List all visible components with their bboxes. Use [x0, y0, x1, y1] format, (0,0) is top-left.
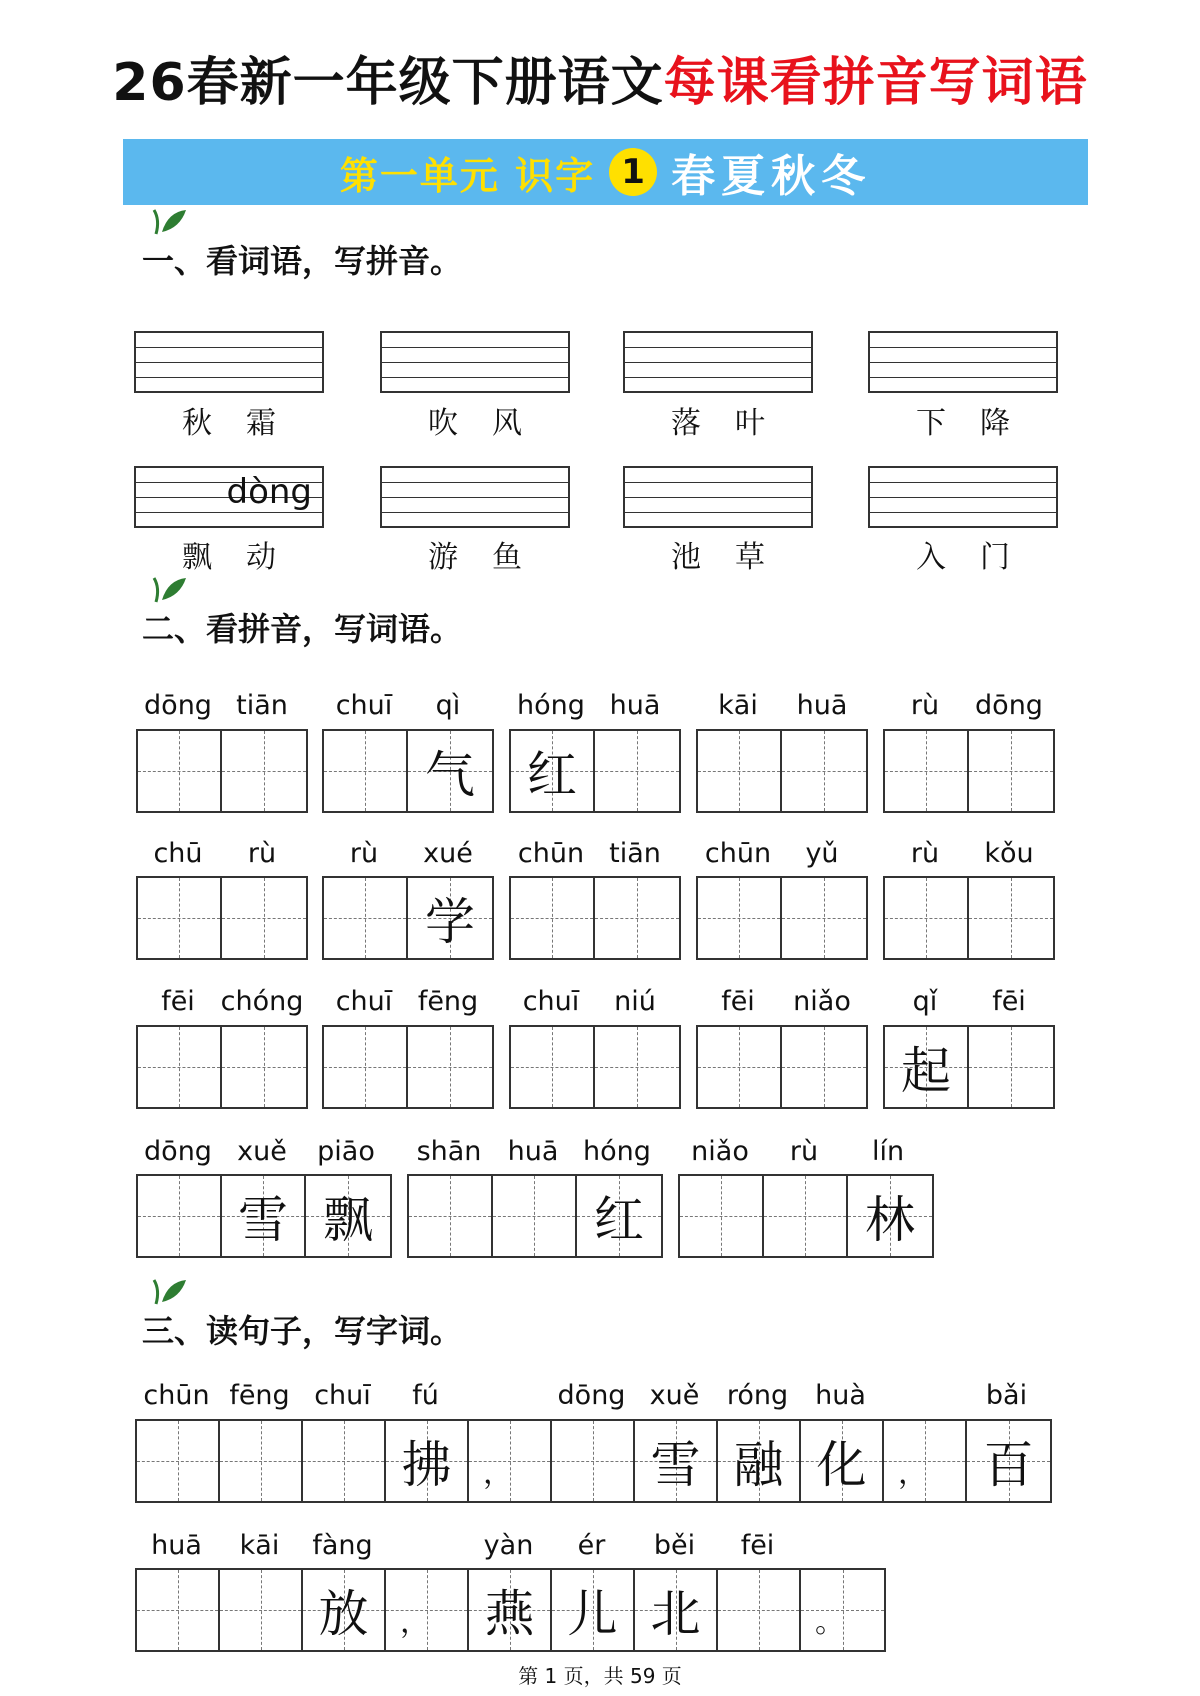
writing-cell[interactable]	[138, 731, 222, 811]
writing-guide-line	[382, 497, 568, 498]
leaf-icon	[150, 574, 190, 604]
writing-guide-line	[625, 347, 811, 348]
writing-cell[interactable]	[801, 1421, 884, 1501]
writing-cell[interactable]	[885, 1027, 969, 1107]
vocabulary-word: 游鱼	[428, 540, 556, 575]
character-grid	[509, 876, 681, 960]
pinyin-label: niǎo	[793, 986, 851, 1017]
writing-cell[interactable]	[324, 731, 408, 811]
pinyin-label: chuī	[314, 1380, 371, 1411]
writing-cell[interactable]	[969, 878, 1053, 958]
given-character: 融	[733, 1436, 784, 1494]
character-grid	[136, 1025, 308, 1109]
lesson-title: 春夏秋冬	[671, 151, 872, 202]
writing-guide-line	[382, 377, 568, 378]
section-two-heading: 二、看拼音，写词语。	[142, 604, 462, 650]
page-title	[0, 40, 1200, 115]
pinyin-label: fēng	[229, 1380, 290, 1411]
writing-cell[interactable]	[220, 1421, 303, 1501]
writing-cell[interactable]	[511, 878, 595, 958]
pinyin-label: rù	[910, 838, 940, 869]
pinyin-label: ér	[577, 1530, 606, 1561]
pinyin-label: chóng	[220, 986, 304, 1017]
writing-cell[interactable]	[552, 1570, 635, 1650]
writing-cell[interactable]	[635, 1421, 718, 1501]
writing-cell[interactable]	[409, 1176, 493, 1256]
pinyin-label: dōng	[144, 690, 212, 721]
writing-cell[interactable]	[303, 1421, 386, 1501]
writing-guide-line	[136, 347, 322, 348]
pinyin-label: rù	[247, 838, 277, 869]
pinyin-label: rù	[910, 690, 940, 721]
character-grid	[136, 729, 308, 813]
writing-guide-line	[625, 512, 811, 513]
lesson-number-badge: 1	[609, 148, 657, 196]
character-grid	[696, 729, 868, 813]
character-grid	[322, 729, 494, 813]
pinyin-label: fàng	[312, 1530, 373, 1561]
pinyin-answer-text: dòng	[226, 472, 312, 512]
pinyin-label: kǒu	[984, 838, 1034, 869]
punctuation-mark: 。	[815, 1605, 845, 1640]
leaf-icon	[150, 1276, 190, 1306]
given-character: 起	[901, 1042, 951, 1100]
writing-cell[interactable]	[408, 731, 492, 811]
title-part-red: 每课看拼音写词语	[663, 53, 1088, 113]
pinyin-label: xuě	[649, 1380, 700, 1411]
pinyin-label: dōng	[144, 1136, 212, 1167]
writing-cell[interactable]	[595, 1027, 679, 1107]
writing-guide-line	[136, 512, 322, 513]
given-character: 燕	[484, 1585, 535, 1643]
pinyin-label: huā	[151, 1530, 202, 1561]
character-grid	[883, 876, 1055, 960]
pinyin-label: chūn	[143, 1380, 210, 1411]
pinyin-label: shān	[416, 1136, 482, 1167]
character-grid	[678, 1174, 934, 1258]
pinyin-label: huā	[507, 1136, 559, 1167]
vocabulary-word: 落叶	[671, 406, 799, 441]
pinyin-answer-box[interactable]	[623, 466, 813, 528]
writing-cell[interactable]	[884, 1421, 967, 1501]
given-character: 北	[650, 1585, 701, 1643]
pinyin-label: xué	[423, 838, 473, 869]
pinyin-label: qǐ	[912, 986, 938, 1017]
vocabulary-word: 吹风	[428, 406, 556, 441]
pinyin-label: tiān	[609, 838, 661, 869]
given-character: 化	[816, 1436, 867, 1494]
writing-cell[interactable]	[782, 731, 866, 811]
pinyin-answer-box[interactable]	[134, 331, 324, 393]
writing-guide-line	[382, 347, 568, 348]
vocabulary-word: 秋霜	[182, 406, 310, 441]
pinyin-label: fēi	[161, 986, 195, 1017]
writing-cell[interactable]	[969, 1027, 1053, 1107]
writing-cell[interactable]	[469, 1421, 552, 1501]
punctuation-mark: ，	[898, 1456, 928, 1491]
pinyin-label: róng	[726, 1380, 789, 1411]
pinyin-answer-box[interactable]	[380, 331, 570, 393]
pinyin-label: fēi	[721, 986, 755, 1017]
leaf-icon	[150, 206, 190, 236]
pinyin-label: hóng	[583, 1136, 651, 1167]
writing-cell[interactable]	[222, 1027, 306, 1107]
character-grid	[136, 1174, 392, 1258]
pinyin-label: chūn	[704, 838, 772, 869]
pinyin-label: huà	[815, 1380, 866, 1411]
writing-guide-line	[136, 377, 322, 378]
pinyin-label: tiān	[236, 690, 288, 721]
writing-guide-line	[625, 497, 811, 498]
given-character: 雪	[238, 1191, 288, 1249]
writing-cell[interactable]	[493, 1176, 577, 1256]
writing-cell[interactable]	[408, 1027, 492, 1107]
writing-cell[interactable]	[138, 878, 222, 958]
section-three-heading: 三、读句子，写字词。	[142, 1306, 462, 1352]
pinyin-label: chuī	[522, 986, 580, 1017]
writing-cell[interactable]	[137, 1421, 220, 1501]
writing-guide-line	[625, 377, 811, 378]
pinyin-label: yǔ	[805, 838, 839, 869]
writing-cell[interactable]	[969, 731, 1053, 811]
pinyin-label: fú	[412, 1380, 439, 1411]
pinyin-label: lín	[871, 1136, 905, 1167]
writing-cell[interactable]	[885, 878, 969, 958]
pinyin-answer-box[interactable]	[868, 331, 1058, 393]
pinyin-label: kāi	[718, 690, 758, 721]
writing-cell[interactable]	[782, 878, 866, 958]
lesson-banner	[123, 139, 1088, 205]
pinyin-label: fēi	[992, 986, 1026, 1017]
writing-cell[interactable]	[595, 878, 679, 958]
writing-cell[interactable]	[511, 1027, 595, 1107]
writing-cell[interactable]	[577, 1176, 661, 1256]
pinyin-label: qì	[435, 690, 461, 721]
character-grid	[883, 1025, 1055, 1109]
given-character: 红	[527, 746, 577, 804]
character-grid	[136, 876, 308, 960]
pinyin-label: niú	[614, 986, 656, 1017]
pinyin-label: bǎi	[985, 1380, 1028, 1411]
writing-guide-line	[382, 482, 568, 483]
pinyin-label: huā	[796, 690, 848, 721]
writing-cell[interactable]	[698, 878, 782, 958]
writing-cell[interactable]	[222, 731, 306, 811]
writing-guide-line	[870, 377, 1056, 378]
writing-guide-line	[870, 362, 1056, 363]
pinyin-label: fēng	[417, 986, 479, 1017]
character-grid	[696, 1025, 868, 1109]
character-grid	[883, 729, 1055, 813]
writing-cell[interactable]	[511, 731, 595, 811]
writing-cell[interactable]	[718, 1421, 801, 1501]
pinyin-label: dōng	[975, 690, 1043, 721]
writing-cell[interactable]	[552, 1421, 635, 1501]
writing-cell[interactable]	[801, 1570, 884, 1650]
unit-label: 第一单元 识字	[339, 153, 596, 198]
writing-cell[interactable]	[764, 1176, 848, 1256]
pinyin-answer-box[interactable]	[134, 466, 324, 528]
pinyin-label: xuě	[237, 1136, 287, 1167]
given-character: 放	[318, 1585, 369, 1643]
punctuation-mark: ，	[400, 1605, 430, 1640]
writing-guide-line	[382, 512, 568, 513]
pinyin-label: chūn	[517, 838, 585, 869]
pinyin-label: niǎo	[691, 1136, 749, 1167]
writing-cell[interactable]	[885, 731, 969, 811]
given-character: 红	[594, 1191, 644, 1249]
pinyin-label: rù	[789, 1136, 819, 1167]
title-part-black: 26春新一年级下册语文	[112, 53, 664, 113]
given-character: 飘	[323, 1191, 373, 1249]
character-grid	[407, 1174, 663, 1258]
writing-cell[interactable]	[222, 878, 306, 958]
writing-cell[interactable]	[324, 1027, 408, 1107]
pinyin-label: běi	[653, 1530, 696, 1561]
pinyin-label: hóng	[517, 690, 585, 721]
pinyin-label: fēi	[740, 1530, 775, 1561]
punctuation-mark: ，	[483, 1456, 513, 1491]
given-character: 学	[425, 893, 475, 951]
writing-cell[interactable]	[782, 1027, 866, 1107]
character-grid	[322, 1025, 494, 1109]
writing-cell[interactable]	[595, 731, 679, 811]
character-grid	[509, 729, 681, 813]
writing-guide-line	[870, 497, 1056, 498]
given-character: 林	[865, 1191, 915, 1249]
writing-cell[interactable]	[220, 1570, 303, 1650]
writing-cell[interactable]	[306, 1176, 390, 1256]
given-character: 气	[425, 746, 475, 804]
writing-cell[interactable]	[698, 1027, 782, 1107]
vocabulary-word: 池草	[671, 540, 799, 575]
pinyin-label: rù	[349, 838, 379, 869]
given-character: 拂	[401, 1436, 452, 1494]
writing-cell[interactable]	[222, 1176, 306, 1256]
pinyin-answer-box[interactable]	[623, 331, 813, 393]
writing-cell[interactable]	[718, 1570, 801, 1650]
writing-cell[interactable]	[324, 878, 408, 958]
pinyin-label: piāo	[317, 1136, 375, 1167]
page-footer: 第 1 页，共 59 页	[518, 1664, 682, 1688]
writing-cell[interactable]	[680, 1176, 764, 1256]
writing-guide-line	[870, 347, 1056, 348]
given-character: 雪	[650, 1436, 701, 1494]
pinyin-label: kāi	[239, 1530, 280, 1561]
vocabulary-word: 下降	[916, 406, 1044, 441]
writing-guide-line	[136, 362, 322, 363]
writing-cell[interactable]	[303, 1570, 386, 1650]
writing-cell[interactable]	[386, 1421, 469, 1501]
writing-guide-line	[625, 482, 811, 483]
pinyin-label: huā	[609, 690, 661, 721]
section-one-heading: 一、看词语，写拼音。	[142, 236, 462, 282]
given-character: 百	[983, 1436, 1034, 1494]
writing-cell[interactable]	[635, 1570, 718, 1650]
writing-cell[interactable]	[137, 1570, 220, 1650]
given-character: 儿	[567, 1585, 618, 1643]
writing-cell[interactable]	[967, 1421, 1050, 1501]
pinyin-answer-box[interactable]	[868, 466, 1058, 528]
vocabulary-word: 入门	[916, 540, 1044, 575]
writing-guide-line	[870, 512, 1056, 513]
character-grid	[322, 876, 494, 960]
character-grid	[509, 1025, 681, 1109]
pinyin-label: yàn	[483, 1530, 534, 1561]
writing-cell[interactable]	[138, 1176, 222, 1256]
writing-guide-line	[870, 482, 1056, 483]
writing-cell[interactable]	[469, 1570, 552, 1650]
character-grid	[135, 1568, 886, 1652]
writing-cell[interactable]	[138, 1027, 222, 1107]
pinyin-label: chuī	[335, 986, 393, 1017]
character-grid	[135, 1419, 1052, 1503]
writing-guide-line	[382, 362, 568, 363]
writing-guide-line	[625, 362, 811, 363]
character-grid	[696, 876, 868, 960]
writing-cell[interactable]	[698, 731, 782, 811]
pinyin-label: chū	[153, 838, 203, 869]
pinyin-label: chuī	[335, 690, 393, 721]
writing-cell[interactable]	[386, 1570, 469, 1650]
writing-cell[interactable]	[848, 1176, 932, 1256]
writing-cell[interactable]	[408, 878, 492, 958]
pinyin-answer-box[interactable]	[380, 466, 570, 528]
vocabulary-word: 飘动	[182, 540, 310, 575]
pinyin-label: dōng	[557, 1380, 626, 1411]
